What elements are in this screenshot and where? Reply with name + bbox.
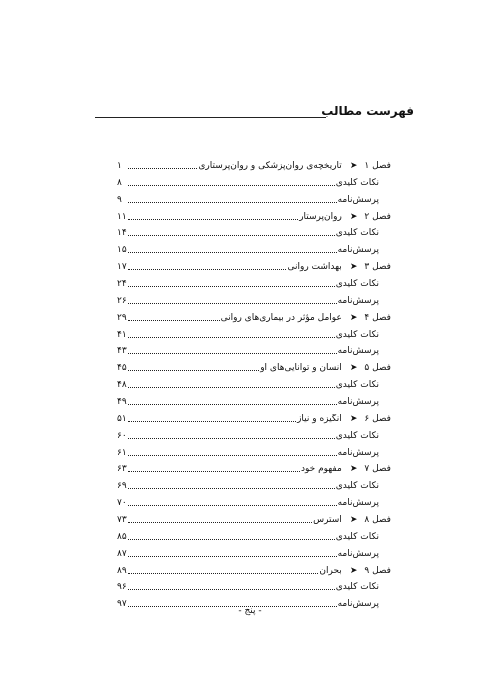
page-number: ۹۶ bbox=[117, 582, 127, 593]
page-number: ۹ bbox=[117, 194, 122, 205]
toc-line bbox=[117, 178, 391, 188]
page-number: ۸۵ bbox=[117, 531, 127, 542]
chapter-label: فصل ۳ bbox=[364, 262, 391, 273]
chapter-title: مفهوم خود bbox=[300, 464, 342, 475]
toc-line bbox=[117, 245, 391, 255]
chapter-label: فصل ۸ bbox=[364, 515, 391, 526]
chapter-title: تاریخچه‌ی روان‌پزشکی و روان‌پرستاری bbox=[198, 161, 342, 171]
chapter-label: فصل ۶ bbox=[364, 413, 391, 424]
chapter-label: فصل ۷ bbox=[364, 464, 391, 475]
chapter-title: عوامل مؤثر در بیماری‌های روانی bbox=[220, 312, 342, 323]
toc-line bbox=[117, 464, 391, 474]
entry-label: نکات کلیدی bbox=[335, 582, 379, 593]
page-number-footer: - پنج - bbox=[238, 606, 262, 616]
toc-entry-row bbox=[117, 445, 391, 462]
arrow-icon: ➤ bbox=[349, 515, 358, 526]
dot-leader bbox=[128, 252, 337, 253]
arrow-icon: ➤ bbox=[349, 211, 358, 222]
dot-leader bbox=[128, 589, 335, 590]
toc-entry-row bbox=[117, 478, 391, 495]
toc-chapter-row bbox=[117, 310, 391, 327]
entry-label: پرسش‌نامه bbox=[337, 295, 379, 306]
toc-line bbox=[117, 330, 391, 340]
dot-leader bbox=[128, 471, 300, 472]
page-number: ۴۵ bbox=[117, 363, 127, 374]
toc-line bbox=[117, 279, 391, 289]
chapter-title: روان‌پرستار bbox=[299, 211, 342, 222]
chapter-label: فصل ۴ bbox=[364, 312, 391, 323]
dot-leader bbox=[128, 168, 197, 169]
chapter-title: بهداشت روانی bbox=[287, 262, 342, 273]
arrow-icon: ➤ bbox=[349, 363, 358, 374]
toc-entry-row bbox=[117, 192, 391, 209]
toc-chapter-row bbox=[117, 158, 391, 175]
entry-label: نکات کلیدی bbox=[335, 380, 379, 391]
toc-chapter-row bbox=[117, 259, 391, 276]
toc-entry-row bbox=[117, 327, 391, 344]
toc-entry-row bbox=[117, 242, 391, 259]
chapter-label: فصل ۵ bbox=[364, 363, 391, 374]
toc-entry-row bbox=[117, 546, 391, 563]
chapter-title: انسان و توانایی‌های او bbox=[260, 363, 342, 374]
toc-chapter-row bbox=[117, 512, 391, 529]
page-number: ۸۹ bbox=[117, 565, 127, 576]
chapter-label: فصل ۹ bbox=[364, 565, 391, 576]
entry-label: پرسش‌نامه bbox=[337, 397, 379, 408]
page-number: ۴۱ bbox=[117, 329, 127, 340]
toc-entry-row bbox=[117, 343, 391, 360]
dot-leader bbox=[128, 337, 335, 338]
page-number: ۱ bbox=[117, 161, 122, 171]
toc-line bbox=[117, 212, 391, 222]
dot-leader bbox=[128, 505, 337, 506]
entry-label: نکات کلیدی bbox=[335, 329, 379, 340]
page-number: ۹۷ bbox=[117, 599, 127, 610]
toc-entry-row bbox=[117, 495, 391, 512]
page-number: ۸۷ bbox=[117, 548, 127, 559]
toc-chapter-row bbox=[117, 209, 391, 226]
page-number: ۲۹ bbox=[117, 312, 127, 323]
entry-label: پرسش‌نامه bbox=[337, 194, 379, 205]
toc-entry-row bbox=[117, 529, 391, 546]
page-number: ۴۸ bbox=[117, 380, 127, 391]
toc-line bbox=[117, 161, 391, 171]
arrow-icon: ➤ bbox=[349, 464, 358, 475]
entry-label: نکات کلیدی bbox=[335, 531, 379, 542]
chapter-label: فصل ۲ bbox=[364, 211, 391, 222]
toc-line bbox=[117, 296, 391, 306]
toc-entry-row bbox=[117, 377, 391, 394]
page-number: ۱۱ bbox=[117, 211, 127, 222]
dot-leader bbox=[128, 522, 312, 523]
entry-label: نکات کلیدی bbox=[335, 228, 379, 239]
toc-line bbox=[117, 397, 391, 407]
dot-leader bbox=[128, 421, 296, 422]
entry-label: پرسش‌نامه bbox=[337, 346, 379, 357]
dot-leader bbox=[128, 320, 220, 321]
page-number: ۴۹ bbox=[117, 397, 127, 408]
dot-leader bbox=[128, 438, 335, 439]
toc-chapter-row bbox=[117, 461, 391, 478]
toc-line bbox=[117, 262, 391, 272]
chapter-label: فصل ۱ bbox=[364, 161, 391, 171]
toc-line bbox=[117, 549, 391, 559]
toc-line bbox=[117, 566, 391, 576]
page-title: فهرست مطالب bbox=[321, 104, 414, 118]
toc-line bbox=[117, 532, 391, 542]
page-number: ۸ bbox=[117, 177, 122, 188]
entry-label: نکات کلیدی bbox=[335, 177, 379, 188]
page-number: ۵۱ bbox=[117, 413, 127, 424]
toc-line bbox=[117, 380, 391, 390]
page-number: ۲۴ bbox=[117, 279, 127, 290]
dot-leader bbox=[128, 202, 337, 203]
toc-entry-row bbox=[117, 394, 391, 411]
page-number: ۷۰ bbox=[117, 498, 127, 509]
arrow-icon: ➤ bbox=[349, 413, 358, 424]
toc-chapter-row bbox=[117, 411, 391, 428]
dot-leader bbox=[128, 219, 298, 220]
entry-label: پرسش‌نامه bbox=[337, 498, 379, 509]
page-number: ۱۴ bbox=[117, 228, 127, 239]
toc-line bbox=[117, 346, 391, 356]
page-number: ۶۳ bbox=[117, 464, 127, 475]
dot-leader bbox=[128, 488, 335, 489]
toc-line bbox=[117, 363, 391, 373]
toc-line bbox=[117, 448, 391, 458]
table-of-contents bbox=[117, 158, 391, 613]
entry-label: نکات کلیدی bbox=[335, 481, 379, 492]
toc-line bbox=[117, 414, 391, 424]
toc-chapter-row bbox=[117, 563, 391, 580]
dot-leader bbox=[128, 387, 335, 388]
entry-label: نکات کلیدی bbox=[335, 430, 379, 441]
toc-line bbox=[117, 515, 391, 525]
toc-line bbox=[117, 582, 391, 592]
dot-leader bbox=[128, 573, 318, 574]
toc-line bbox=[117, 228, 391, 238]
arrow-icon: ➤ bbox=[349, 262, 358, 273]
dot-leader bbox=[128, 404, 337, 405]
toc-entry-row bbox=[117, 276, 391, 293]
dot-leader bbox=[128, 539, 335, 540]
toc-line bbox=[117, 195, 391, 205]
entry-label: پرسش‌نامه bbox=[337, 599, 379, 610]
entry-label: پرسش‌نامه bbox=[337, 447, 379, 458]
page-number: ۱۵ bbox=[117, 245, 127, 256]
entry-label: پرسش‌نامه bbox=[337, 245, 379, 256]
arrow-icon: ➤ bbox=[349, 565, 358, 576]
dot-leader bbox=[128, 353, 337, 354]
page-number: ۶۰ bbox=[117, 430, 127, 441]
dot-leader bbox=[128, 235, 335, 236]
dot-leader bbox=[128, 286, 335, 287]
entry-label: پرسش‌نامه bbox=[337, 548, 379, 559]
page-number: ۱۷ bbox=[117, 262, 127, 273]
arrow-icon: ➤ bbox=[349, 161, 358, 171]
page-number: ۶۹ bbox=[117, 481, 127, 492]
toc-entry-row bbox=[117, 293, 391, 310]
dot-leader bbox=[128, 455, 337, 456]
page-number: ۴۳ bbox=[117, 346, 127, 357]
toc-line bbox=[117, 481, 391, 491]
toc-entry-row bbox=[117, 579, 391, 596]
toc-line bbox=[117, 431, 391, 441]
header-rule bbox=[95, 117, 326, 118]
entry-label: نکات کلیدی bbox=[335, 279, 379, 290]
chapter-title: بحران bbox=[319, 565, 342, 576]
toc-entry-row bbox=[117, 175, 391, 192]
dot-leader bbox=[128, 303, 337, 304]
arrow-icon: ➤ bbox=[349, 312, 358, 323]
page-number: ۲۶ bbox=[117, 295, 127, 306]
toc-entry-row bbox=[117, 225, 391, 242]
dot-leader bbox=[128, 185, 335, 186]
dot-leader bbox=[128, 556, 337, 557]
toc-line bbox=[117, 313, 391, 323]
chapter-title: استرس bbox=[313, 515, 342, 526]
dot-leader bbox=[128, 370, 259, 371]
toc-chapter-row bbox=[117, 360, 391, 377]
toc-line bbox=[117, 498, 391, 508]
page-number: ۷۳ bbox=[117, 515, 127, 526]
chapter-title: انگیزه و نیاز bbox=[297, 413, 342, 424]
dot-leader bbox=[128, 269, 286, 270]
page-number: ۶۱ bbox=[117, 447, 127, 458]
toc-header bbox=[95, 104, 414, 124]
toc-entry-row bbox=[117, 428, 391, 445]
